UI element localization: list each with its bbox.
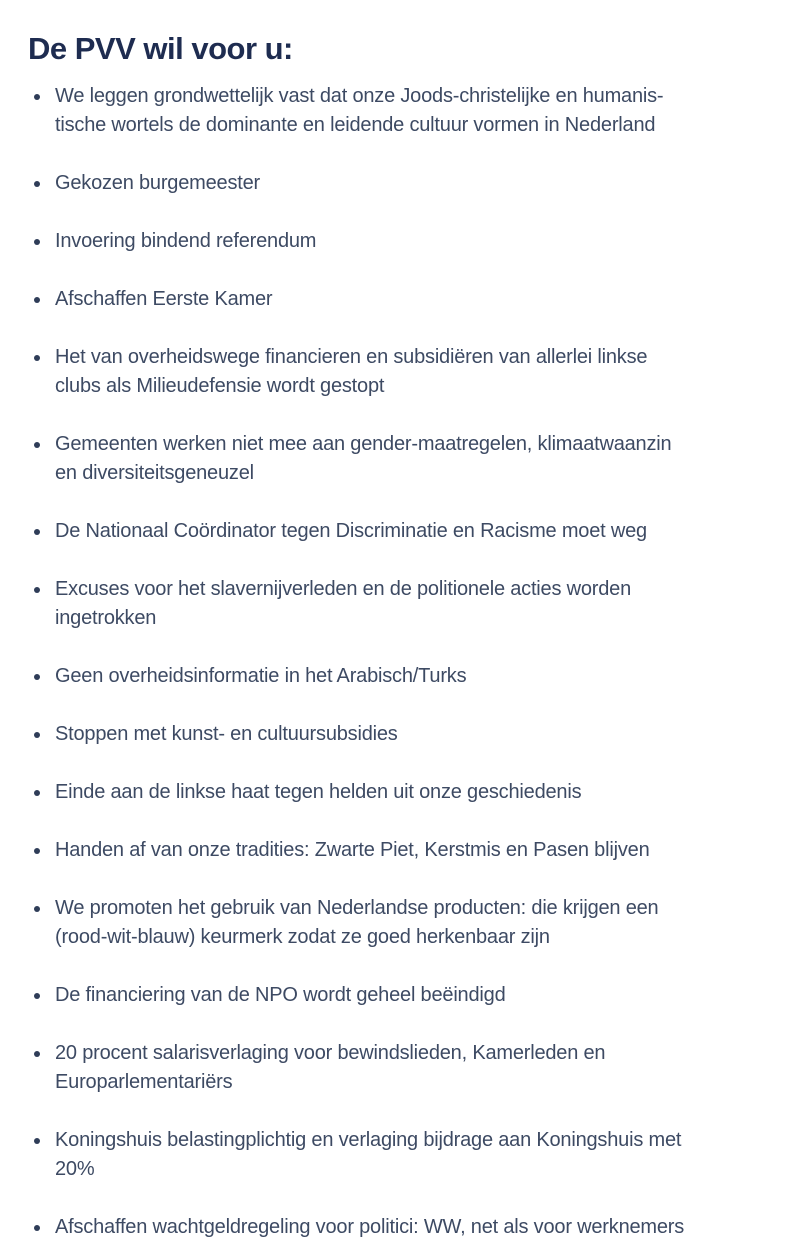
list-item — [0, 227, 805, 256]
bullet-icon — [34, 239, 40, 245]
list-item-line: tische wortels de dominante en leidende cultuur vormen in Nederland — [55, 114, 656, 136]
page-title: De PVV wil voor u: — [28, 31, 293, 66]
list-item — [0, 720, 805, 749]
list-item-line: Einde aan de linkse haat tegen helden uit onze geschiedenis — [55, 781, 582, 803]
bullet-icon — [34, 181, 40, 187]
bullet-icon — [34, 674, 40, 680]
bullet-icon — [34, 732, 40, 738]
list-item-line: Geen overheidsinformatie in het Arabisch/Turks — [55, 665, 467, 687]
list-item-line: Afschaffen wachtgeldregeling voor politici: WW, net als voor werknemers — [55, 1216, 685, 1238]
list-item-line: Handen af van onze tradities: Zwarte Piet, Kerstmis en Pasen blijven — [55, 839, 650, 861]
list-item — [0, 575, 805, 633]
bullet-icon — [34, 1051, 40, 1057]
list-item-line: We promoten het gebruik van Nederlandse producten: die krijgen een — [55, 897, 659, 919]
list-item-line: en diversiteitsgeneuzel — [55, 462, 254, 484]
list-item-line: 20 procent salarisverlaging voor bewindslieden, Kamerleden en — [55, 1042, 606, 1064]
bullet-icon — [34, 529, 40, 535]
bullet-icon — [34, 442, 40, 448]
list-item-line: Gemeenten werken niet mee aan gender-maatregelen, klimaatwaanzin — [55, 433, 672, 455]
bullet-icon — [34, 790, 40, 796]
list-item-line: Koningshuis belastingplichtig en verlaging bijdrage aan Koningshuis met — [55, 1129, 682, 1151]
list-item — [0, 285, 805, 314]
bullet-icon — [34, 848, 40, 854]
list-item-line: Stoppen met kunst- en cultuursubsidies — [55, 723, 398, 745]
list-item — [0, 430, 805, 488]
bullet-icon — [34, 906, 40, 912]
list-item — [0, 517, 805, 546]
bullet-icon — [34, 94, 40, 100]
list-item-line: We leggen grondwettelijk vast dat onze Joods-christelijke en humanis- — [55, 85, 664, 107]
list-item — [0, 662, 805, 691]
list-item-line: Europarlementariërs — [55, 1071, 233, 1093]
list-item — [0, 1039, 805, 1097]
list-item — [0, 1213, 805, 1242]
list-item-line: De Nationaal Coördinator tegen Discriminatie en Racisme moet weg — [55, 520, 647, 542]
list-item — [0, 82, 805, 140]
list-item-line: ingetrokken — [55, 607, 157, 629]
list-item — [0, 981, 805, 1010]
list-item-line: De financiering van de NPO wordt geheel beëindigd — [55, 984, 506, 1006]
bullet-icon — [34, 297, 40, 303]
list-item-line: (rood-wit-blauw) keurmerk zodat ze goed herkenbaar zijn — [55, 926, 550, 948]
list-item — [0, 1126, 805, 1184]
bullet-list — [0, 82, 805, 1253]
bullet-icon — [34, 1225, 40, 1231]
list-item-line: Afschaffen Eerste Kamer — [55, 288, 273, 310]
bullet-icon — [34, 1138, 40, 1144]
list-item — [0, 169, 805, 198]
list-item-line: Gekozen burgemeester — [55, 172, 261, 194]
list-item-line: Excuses voor het slavernijverleden en de politionele acties worden — [55, 578, 632, 600]
list-item-line: clubs als Milieudefensie wordt gestopt — [55, 375, 385, 397]
list-item — [0, 894, 805, 952]
list-item-line: 20% — [55, 1158, 95, 1180]
bullet-icon — [34, 355, 40, 361]
bullet-icon — [34, 993, 40, 999]
bullet-icon — [34, 587, 40, 593]
list-item — [0, 778, 805, 807]
list-item — [0, 836, 805, 865]
list-item-line: Invoering bindend referendum — [55, 230, 317, 252]
list-item — [0, 343, 805, 401]
list-item-line: Het van overheidswege financieren en subsidiëren van allerlei linkse — [55, 346, 648, 368]
